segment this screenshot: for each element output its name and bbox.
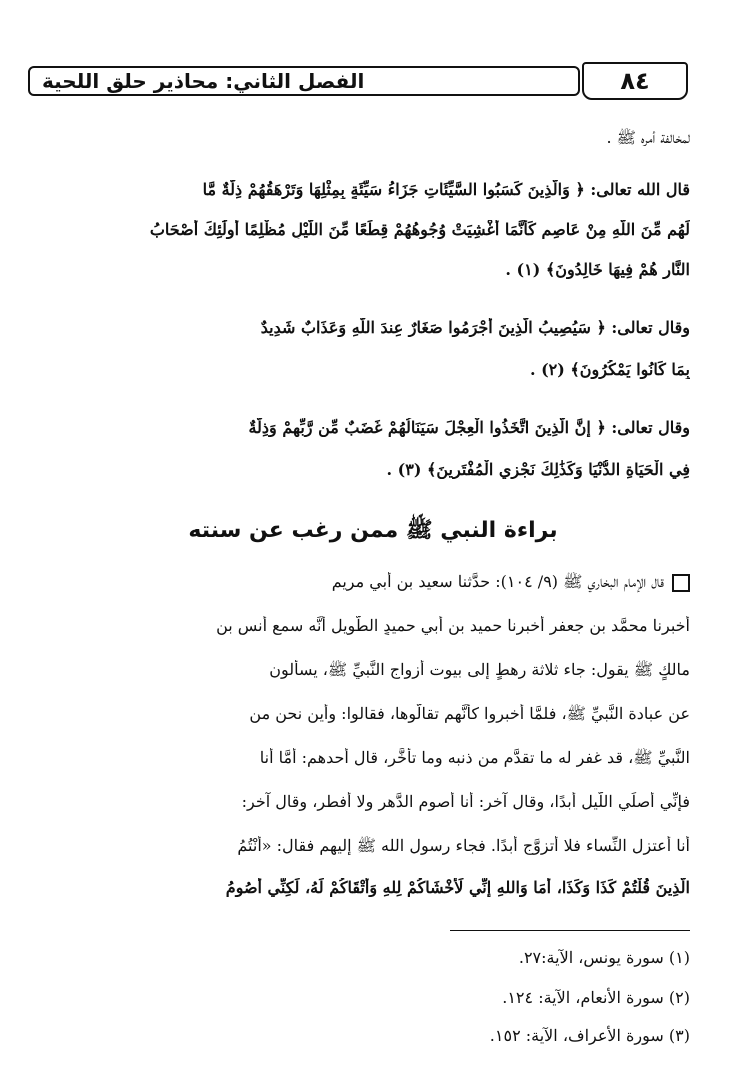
- square-bullet-icon: [672, 574, 690, 592]
- body-line: لَهُم مِّنَ اللَّهِ مِنْ عَاصِمٍ كَأَنَّمَا أُغْشِيَتْ وُجُوهُهُمْ قِطَعًا مِّنَ اللَّيْلِ مُظْلِمًا أُولَٰئِكَ أَصْحَابُ: [149, 220, 690, 239]
- body-line: بِمَا كَانُوا يَمْكُرُونَ﴾ (٢) .: [529, 360, 690, 379]
- page-number-tab: [582, 62, 688, 100]
- hadith-line: أخبرنا محمَّد بن جعفرٍ أخبرنا حميد بن أبي حميدٍ الطَّويل أنَّه سمع أنس بن: [216, 616, 690, 635]
- chapter-title: الفصل الثاني: محاذير حلق اللحية: [42, 69, 365, 93]
- body-line: لمخالفة أمره ﷺ .: [606, 128, 690, 147]
- chapter-title-box: [28, 66, 580, 96]
- footnote: (١) سورة يونس، الآية:٢٧.: [518, 948, 690, 967]
- footnote: (٢) سورة الأنعام، الآية: ١٢٤.: [502, 988, 690, 1007]
- hadith-line: فإنِّي أصلِّي اللَّيل أبدًا، وقال آخر: أنا أصوم الدَّهر ولا أفطر، وقال آخر:: [241, 792, 690, 811]
- hadith-line: الَّذِينَ قُلْتُمْ كَذَا وَكَذَا، أَمَا وَاللهِ إِنِّي لَأَخْشَاكُمْ لِلهِ وَأَتْقَاكُمْ لَهُ، لَكِنِّي أَصُومُ: [225, 878, 690, 897]
- page-number: ٨٤: [620, 67, 650, 95]
- body-line: قال الله تعالى: ﴿ وَالَّذِينَ كَسَبُوا السَّيِّئَاتِ جَزَاءُ سَيِّئَةٍ بِمِثْلِهَا وَتَرْهَقُهُمْ ذِلَّةٌ مَّا: [202, 180, 690, 199]
- page-header: [28, 62, 688, 102]
- body-line: وقال تعالى: ﴿ سَيُصِيبُ الَّذِينَ أَجْرَمُوا صَغَارٌ عِندَ اللَّهِ وَعَذَابٌ شَدِيدٌ: [260, 318, 690, 337]
- hadith-line: عن عبادة النَّبيِّ ﷺ، فلمَّا أخبروا كأنَّهم تقالُّوها، فقالوا: وأين نحن من: [249, 704, 690, 723]
- hadith-line-text: قال الإمام البخاري ﷺ (٩/ ١٠٤): حدَّثنا سعيد بن أبي مريم: [331, 572, 664, 591]
- hadith-line: أنا أعتزل النِّساء فلا أتزوَّج أبدًا. فجاء رسول الله ﷺ إليهم فقال: «أَنْتُمُ: [237, 836, 690, 855]
- section-heading: براءة النبي ﷺ ممن رغب عن سنته: [188, 518, 558, 543]
- footnote-divider: [450, 930, 690, 931]
- hadith-line: النَّبيِّ ﷺ، قد غفر له ما تقدَّم من ذنبه وما تأخَّر، قال أحدهم: أمَّا أنا: [259, 748, 690, 767]
- body-line: وقال تعالى: ﴿ إِنَّ الَّذِينَ اتَّخَذُوا الْعِجْلَ سَيَنَالُهُمْ غَضَبٌ مِّن رَّبِّهِمْ وَذِلَّةٌ: [248, 418, 690, 437]
- footnote: (٣) سورة الأعراف، الآية: ١٥٢.: [489, 1026, 690, 1045]
- hadith-line: [50, 572, 690, 595]
- hadith-line: مالكٍ ﷺ يقول: جاء ثلاثة رهطٍ إلى بيوت أزواج النَّبيِّ ﷺ، يسألون: [269, 660, 690, 679]
- body-line: النَّارِ هُمْ فِيهَا خَالِدُونَ﴾ (١) .: [505, 260, 690, 279]
- body-line: فِي الْحَيَاةِ الدُّنْيَا وَكَذَٰلِكَ نَجْزِي الْمُفْتَرِينَ﴾ (٣) .: [386, 460, 690, 479]
